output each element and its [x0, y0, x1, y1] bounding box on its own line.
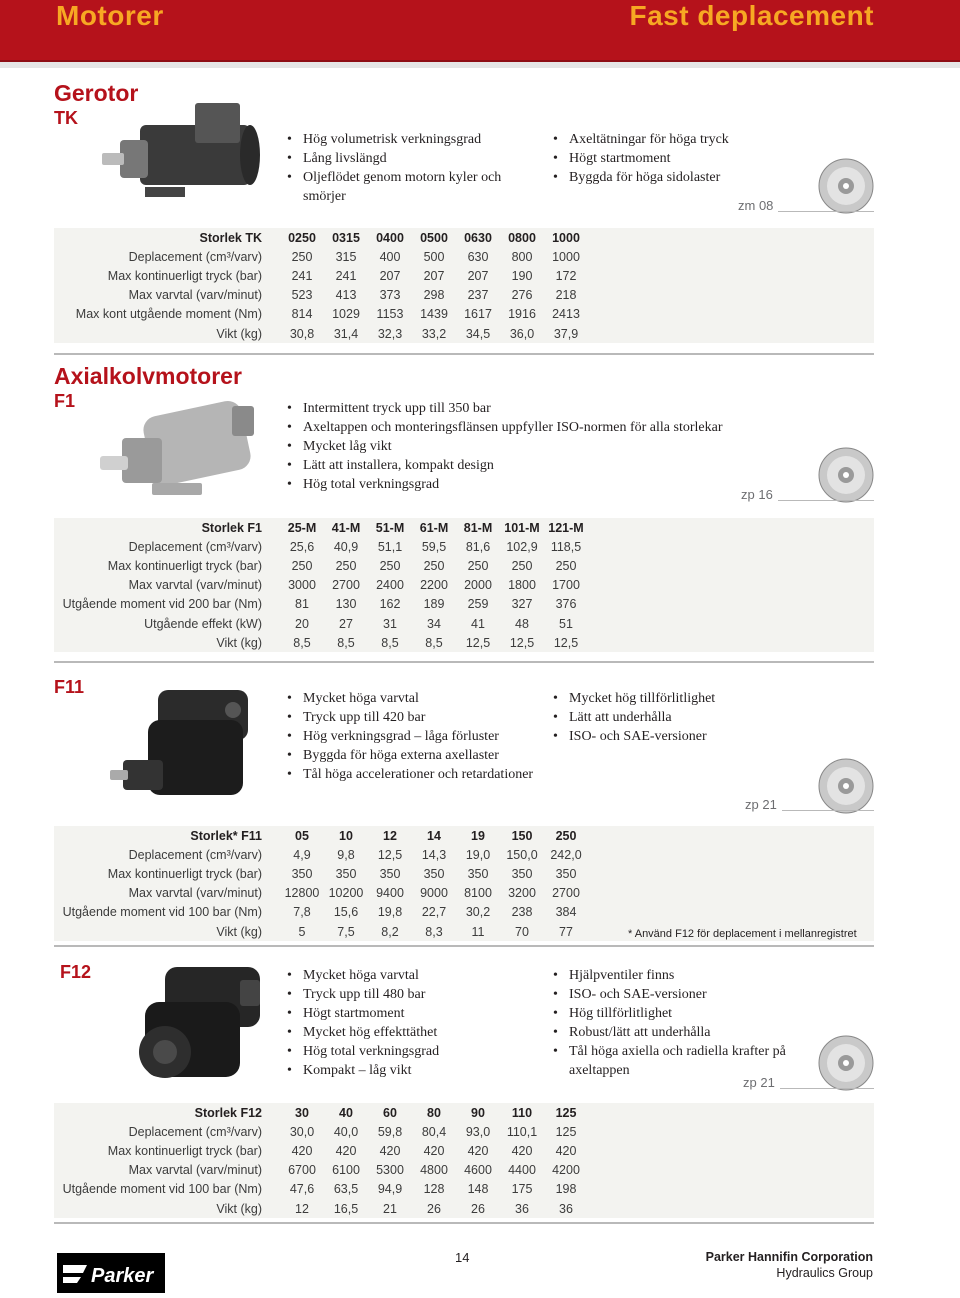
- subtitle-tk: TK: [54, 108, 78, 128]
- table-row: Deplacement (cm³/varv) 250 315 400 500 630 800 1000: [128, 249, 580, 264]
- f1-spec-table: [54, 518, 874, 652]
- table-row: Vikt (kg) 12 16,5 21 26 26 36 36: [216, 1201, 573, 1216]
- parker-logo-graphic: [57, 1253, 165, 1293]
- table-header-row: Storlek* F11 05 10 12 14 19 150 250: [190, 828, 577, 843]
- table-row: Utgående moment vid 100 bar (Nm) 47,6 63,5 94,9 128 148 175 198: [62, 1182, 577, 1197]
- subtitle-f12: F12: [60, 962, 92, 982]
- list-item: • Högt startmoment: [287, 1004, 537, 1023]
- tk-spec-table: [54, 228, 874, 343]
- section-title-axial: Axialkolvmotorer: [54, 363, 242, 389]
- table-row: Utgående moment vid 200 bar (Nm) 81 130 162 189 259 327 376: [62, 597, 577, 612]
- f12-motor-photo: [110, 962, 280, 1097]
- parker-logo-text: Parker: [91, 1265, 154, 1287]
- list-item: • Intermittent tryck upp till 350 bar: [287, 399, 807, 418]
- f11-reference: zp 21: [745, 797, 777, 812]
- table-header-row: Storlek F1 25-M 41-M 51-M 61-M 81-M 101-M 121-M: [201, 520, 584, 535]
- subtitle-f11: F11: [54, 677, 85, 697]
- parker-logo: [57, 1253, 165, 1293]
- list-item: • Lätt att installera, kompakt design: [287, 456, 807, 475]
- list-item: • ISO- och SAE-versioner: [553, 727, 803, 746]
- f11-footnote: * Använd F12 för deplacement i mellanregistret: [628, 928, 857, 940]
- table-row: Max varvtal (varv/minut) 3000 2700 2400 2200 2000 1800 1700: [128, 578, 580, 593]
- table-row: Deplacement (cm³/varv) 4,9 9,8 12,5 14,3 19,0 150,0 242,0: [128, 847, 582, 862]
- list-item: • Kompakt – låg vikt: [287, 1061, 537, 1080]
- table-row: Max varvtal (varv/minut) 12800 10200 9400 9000 8100 3200 2700: [128, 886, 580, 901]
- company-division: Hydraulics Group: [776, 1266, 873, 1280]
- list-item: • Lätt att underhålla: [553, 708, 803, 727]
- table-row: Vikt (kg) 30,8 31,4 32,3 33,2 34,5 36,0 37,9: [216, 326, 579, 341]
- list-item: • Mycket låg vikt: [287, 437, 807, 456]
- cd-disc-icon: [818, 158, 874, 214]
- table-row: Vikt (kg) 5 7,5 8,2 8,3 11 70 77: [216, 924, 573, 939]
- list-item: • Hög tillförlitlighet: [553, 1004, 808, 1023]
- table-row: Max varvtal (varv/minut) 6700 6100 5300 4800 4600 4400 4200: [128, 1163, 580, 1178]
- f1-reference: zp 16: [741, 487, 773, 502]
- section-title-gerotor: Gerotor: [54, 80, 139, 106]
- list-item: • Hög total verkningsgrad: [287, 1042, 537, 1061]
- list-item: • Hög verkningsgrad – låga förluster: [287, 727, 537, 746]
- list-item: • Hög total verkningsgrad: [287, 475, 807, 494]
- list-item: • Tryck upp till 480 bar: [287, 985, 537, 1004]
- table-header-row: Storlek TK 0250 0315 0400 0500 0630 0800 1000: [199, 230, 580, 245]
- table-divider: [54, 661, 874, 663]
- list-item: • Tål höga accelerationer och retardationer: [287, 765, 537, 784]
- list-item: • Lång livslängd: [287, 149, 527, 168]
- list-item: • Tryck upp till 420 bar: [287, 708, 537, 727]
- list-item: • Hjälpventiler finns: [553, 966, 808, 985]
- list-item: • ISO- och SAE-versioner: [553, 985, 808, 1004]
- reference-line: [782, 810, 874, 811]
- list-item: • Mycket höga varvtal: [287, 689, 537, 708]
- tk-motor-photo: [100, 95, 270, 215]
- list-item: • Byggda för höga externa axellaster: [287, 746, 537, 765]
- list-item: • Axeltätningar för höga tryck: [553, 130, 793, 149]
- reference-line: [778, 500, 874, 501]
- cd-disc-icon: [818, 758, 874, 814]
- list-item: • Axeltappen och monteringsflänsen uppfyller ISO-normen för alla storlekar: [287, 418, 807, 437]
- table-row: Max kontinuerligt tryck (bar) 250 250 250 250 250 250 250: [107, 558, 577, 573]
- header-divider: [0, 62, 960, 68]
- reference-line: [778, 211, 874, 212]
- f12-features-list-1: [287, 966, 537, 1080]
- table-row: Max kont utgående moment (Nm) 814 1029 1153 1439 1617 1916 2413: [75, 307, 580, 322]
- table-row: Max kontinuerligt tryck (bar) 420 420 420 420 420 420 420: [107, 1143, 577, 1158]
- f12-spec-table: [54, 1103, 874, 1218]
- f1-motor-photo: [92, 388, 272, 508]
- table-divider: [54, 1222, 874, 1224]
- f12-features-list-2: [553, 966, 808, 1080]
- list-item: • Byggda för höga sidolaster: [553, 168, 793, 187]
- reference-line: [780, 1088, 874, 1089]
- table-row: Utgående moment vid 100 bar (Nm) 7,8 15,6 19,8 22,7 30,2 238 384: [62, 905, 577, 920]
- list-item: • Högt startmoment: [553, 149, 793, 168]
- table-header-row: Storlek F12 30 40 60 80 90 110 125: [194, 1105, 577, 1120]
- company-name: Parker Hannifin Corporation: [705, 1250, 873, 1264]
- list-item: • Hög volumetrisk verkningsgrad: [287, 130, 527, 149]
- page-number: 14: [455, 1250, 470, 1265]
- table-row: Deplacement (cm³/varv) 30,0 40,0 59,8 80,4 93,0 110,1 125: [128, 1124, 577, 1139]
- cd-disc-icon: [818, 1035, 874, 1091]
- header-title-right: Fast deplacement: [629, 0, 874, 31]
- f12-reference: zp 21: [743, 1075, 775, 1090]
- list-item: • Mycket hög tillförlitlighet: [553, 689, 803, 708]
- list-item: • Mycket hög effekttäthet: [287, 1023, 537, 1042]
- table-row: Deplacement (cm³/varv) 25,6 40,9 51,1 59,5 81,6 102,9 118,5: [128, 539, 582, 554]
- f11-features-list-2: [553, 689, 803, 746]
- table-row: Max kontinuerligt tryck (bar) 350 350 350 350 350 350 350: [107, 866, 577, 881]
- f11-spec-table: [54, 826, 874, 941]
- header-title-left: Motorer: [56, 0, 164, 31]
- tk-features-list-1: [287, 130, 527, 206]
- tk-features-list-2: [553, 130, 793, 187]
- table-row: Max varvtal (varv/minut) 523 413 373 298 237 276 218: [128, 288, 577, 303]
- list-item: • Mycket höga varvtal: [287, 966, 537, 985]
- f11-motor-photo: [108, 680, 278, 820]
- list-item: • Oljeflödet genom motorn kyler och smörjer: [287, 168, 527, 206]
- table-row: Utgående effekt (kW) 20 27 31 34 41 48 51: [144, 616, 573, 631]
- table-row: Vikt (kg) 8,5 8,5 8,5 8,5 12,5 12,5 12,5: [216, 635, 579, 650]
- table-divider: [54, 353, 874, 355]
- page-header: [0, 0, 960, 60]
- table-divider: [54, 945, 874, 947]
- f1-features-list: [287, 399, 807, 494]
- list-item: • Tål höga axiella och radiella krafter på axeltappen: [553, 1042, 808, 1080]
- f11-features-list-1: [287, 689, 537, 784]
- subtitle-f1: F1: [54, 391, 76, 411]
- cd-disc-icon: [818, 447, 874, 503]
- list-item: • Robust/lätt att underhålla: [553, 1023, 808, 1042]
- tk-reference: zm 08: [738, 198, 774, 213]
- table-row: Max kontinuerligt tryck (bar) 241 241 207 207 207 190 172: [107, 268, 577, 283]
